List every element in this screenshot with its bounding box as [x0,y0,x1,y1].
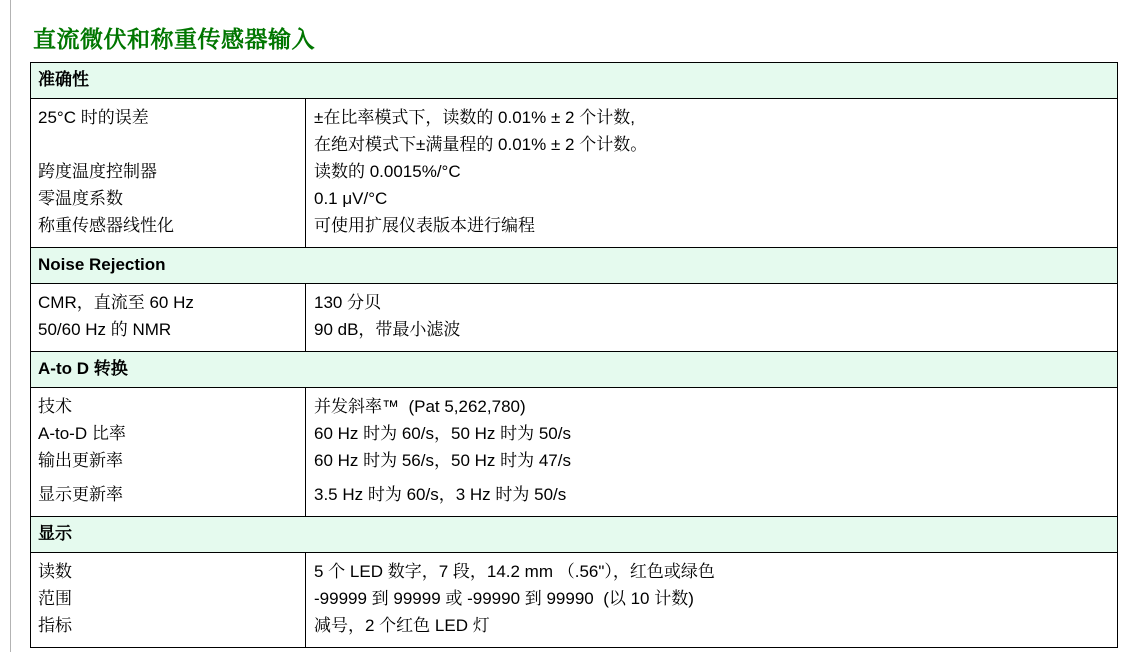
spec-label-spacer [38,131,299,158]
page-edge-rule [10,0,11,652]
spec-label: A-to-D 比率 [38,424,126,443]
section-body-a-to-d [31,388,1117,516]
section-header-a-to-d: A-to D 转换 [31,351,1117,388]
spec-value: -99999 到 99999 或 -99990 到 99990 (以 10 计数) [314,589,694,608]
spec-value: 减号，2 个红色 LED 灯 [314,616,490,635]
spec-label: 输出更新率 [38,451,123,470]
spec-value: 可使用扩展仪表版本进行编程 [314,216,535,235]
spec-label: 跨度温度控制器 [38,162,157,181]
page-title: 直流微伏和称重传感器输入 [33,26,315,53]
spec-value: 60 Hz 时为 56/s，50 Hz 时为 47/s [314,451,571,470]
section-header-display: 显示 [31,516,1117,553]
spec-value: 60 Hz 时为 60/s，50 Hz 时为 50/s [314,424,571,443]
spec-value: 130 分贝 [314,293,382,312]
label-column [31,99,306,247]
spec-label: 技术 [38,397,72,416]
spec-value: 5 个 LED 数字，7 段，14.2 mm （.56"），红色或绿色 [314,562,715,581]
spec-label: 零温度系数 [38,189,123,208]
spec-label: CMR，直流至 60 Hz [38,293,194,312]
spec-label: 范围 [38,589,72,608]
section-header-accuracy: 准确性 [31,63,1117,99]
spec-value: 读数的 0.0015%/°C [314,162,461,181]
spec-value: 90 dB，带最小滤波 [314,320,461,339]
value-column [306,284,1117,351]
label-column [31,388,306,516]
section-body-noise-rejection [31,284,1117,351]
section-body-accuracy [31,99,1117,247]
value-column [306,388,1117,516]
spec-label: 50/60 Hz 的 NMR [38,320,172,339]
section-body-display [31,553,1117,647]
section-header-noise-rejection: Noise Rejection [31,247,1117,284]
spec-table [30,62,1118,648]
spec-label: 指标 [38,616,72,635]
spec-value: 3.5 Hz 时为 60/s，3 Hz 时为 50/s [314,485,567,504]
label-column [31,284,306,351]
spec-value: 并发斜率™ (Pat 5,262,780) [314,397,526,416]
spec-value: 0.1 μV/°C [314,189,388,208]
spec-label: 25°C 时的误差 [38,108,149,127]
value-column [306,553,1117,647]
spec-value: ±在比率模式下，读数的 0.01% ± 2 个计数, [314,108,635,127]
label-column [31,553,306,647]
spec-label: 称重传感器线性化 [38,216,174,235]
spec-value: 在绝对模式下±满量程的 0.01% ± 2 个计数。 [314,135,648,154]
value-column [306,99,1117,247]
spec-label: 显示更新率 [38,485,123,504]
spec-label: 读数 [38,562,72,581]
